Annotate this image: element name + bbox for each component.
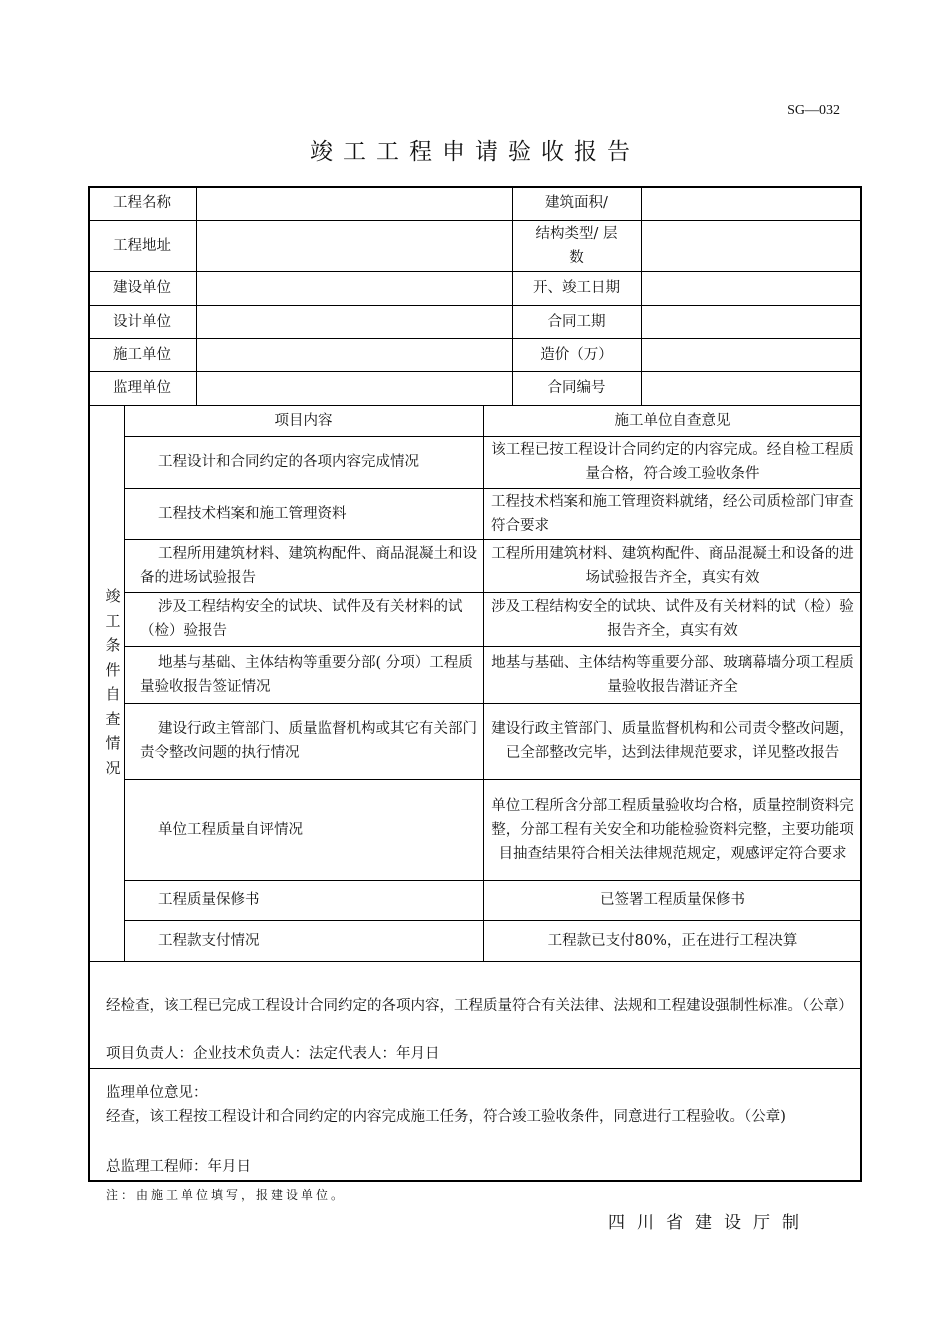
section-label-self-check: 竣 工 条 件 自 查 情 况 — [105, 587, 121, 777]
value-dates[interactable] — [641, 271, 862, 305]
value-cost[interactable] — [641, 338, 862, 371]
footnote: 注：由施工单位填写，报建设单位。 — [106, 1188, 347, 1202]
check-opinion[interactable]: 该工程已按工程设计合同约定的内容完成。经自检工程质量合格，符合竣工验收条件 — [491, 442, 854, 482]
check-opinion[interactable]: 工程款已支付80%，正在进行工程决算 — [547, 932, 798, 949]
label-project-address: 工程地址 — [113, 237, 171, 254]
supervision-text: 经查，该工程按工程设计和合同约定的内容完成施工任务，符合竣工验收条件，同意进行工程验收。（公章) — [106, 1109, 786, 1125]
check-item: 工程设计和合同约定的各项内容完成情况 — [158, 454, 419, 470]
conclusion-text: 经检查，该工程已完成工程设计合同约定的各项内容，工程质量符合有关法律、法规和工程建设强制性标准。（公章） — [106, 998, 853, 1014]
label-supervisor: 监理单位 — [113, 380, 171, 396]
check-item: 单位工程质量自评情况 — [158, 821, 303, 838]
value-floor-area[interactable] — [641, 186, 862, 220]
check-item: 工程质量保修书 — [158, 892, 260, 908]
check-item: 涉及工程结构安全的试块、试件及有关材料的试（检）验报告 — [140, 599, 463, 639]
check-opinion[interactable]: 涉及工程结构安全的试块、试件及有关材料的试（检）验报告齐全，真实有效 — [491, 599, 854, 639]
label-cost: 造价（万） — [540, 346, 613, 363]
value-contract-period[interactable] — [641, 305, 862, 338]
label-owner: 建设单位 — [113, 280, 171, 296]
value-contractor[interactable] — [196, 338, 512, 371]
value-designer[interactable] — [196, 305, 512, 338]
label-dates: 开、竣工日期 — [533, 280, 620, 296]
check-item: 工程技术档案和施工管理资料 — [158, 505, 347, 522]
label-contractor: 施工单位 — [113, 346, 171, 363]
label-project-name: 工程名称 — [113, 195, 171, 211]
check-opinion[interactable]: 地基与基础、主体结构等重要分部、玻璃幕墙分项工程质量验收报告潜证齐全 — [491, 654, 854, 695]
check-opinion[interactable]: 工程技术档案和施工管理资料就绪，经公司质检部门审查符合要求 — [491, 493, 854, 534]
supervision-heading: 监理单位意见： — [106, 1085, 208, 1101]
label-contract-period: 合同工期 — [547, 313, 606, 330]
conclusion-signers: 项目负责人：企业技术负责人：法定代表人：年月日 — [106, 1046, 440, 1062]
label-floor-area: 建筑面积/ — [545, 195, 608, 211]
value-contract-number[interactable] — [641, 371, 862, 405]
value-supervisor[interactable] — [196, 371, 512, 405]
label-designer: 设计单位 — [113, 313, 171, 330]
supervision-signer: 总监理工程师：年月日 — [106, 1159, 251, 1175]
issuer-footer: 四川省建设厅制 — [608, 1213, 811, 1233]
value-owner[interactable] — [196, 271, 512, 305]
header-opinion: 施工单位自查意见 — [614, 412, 731, 429]
check-opinion[interactable]: 工程所用建筑材料、建筑构配件、商品混凝土和设备的进场试验报告齐全，真实有效 — [491, 545, 854, 586]
check-item: 工程款支付情况 — [158, 932, 260, 949]
check-item: 地基与基础、主体结构等重要分部( 分项）工程质量验收报告签证情况 — [140, 654, 473, 695]
value-project-address[interactable] — [196, 220, 512, 271]
check-opinion[interactable]: 单位工程所含分部工程质量验收均合格，质量控制资料完整，分部工程有关安全和功能检验资料完整，主要功能项目抽查结果符合相关法律规范规定，观感评定符合要求 — [491, 797, 854, 862]
label-contract-number: 合同编号 — [547, 380, 606, 396]
value-project-name[interactable] — [196, 186, 512, 220]
page-title: 竣工工程申请验收报告 — [310, 139, 640, 165]
doc-code: SG—032 — [787, 103, 840, 118]
label-structure-type: 结构类型/ 层数 — [535, 225, 618, 266]
check-opinion[interactable]: 建设行政主管部门、质量监督机构和公司责令整改问题，已全部整改完毕，达到法律规范要求，详见整改报告 — [491, 721, 854, 761]
check-opinion[interactable]: 已签署工程质量保修书 — [600, 892, 745, 908]
header-item: 项目内容 — [274, 412, 333, 429]
value-structure-type[interactable] — [641, 220, 862, 271]
check-item: 工程所用建筑材料、建筑构配件、商品混凝土和设备的进场试验报告 — [140, 545, 477, 586]
check-item: 建设行政主管部门、质量监督机构或其它有关部门责令整改问题的执行情况 — [140, 721, 477, 761]
